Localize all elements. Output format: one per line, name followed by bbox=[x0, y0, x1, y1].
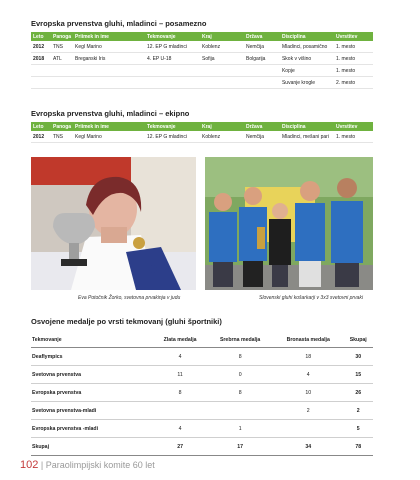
cell-silver: 8 bbox=[207, 384, 273, 402]
table-row bbox=[31, 131, 373, 143]
header-cell: Uvrstitev bbox=[334, 122, 373, 131]
table-row bbox=[31, 65, 373, 77]
cell-grand-total: 78 bbox=[343, 438, 373, 456]
cell-gold-total: 27 bbox=[153, 438, 207, 456]
table-row bbox=[31, 420, 373, 438]
cell-sport: TNS bbox=[51, 41, 73, 53]
cell-competition bbox=[145, 65, 200, 77]
page-footer bbox=[20, 459, 155, 471]
cell-silver: 0 bbox=[207, 366, 273, 384]
cell-country: Bolgarija bbox=[244, 53, 280, 65]
cell-competition: Svetovna prvenstva bbox=[31, 366, 153, 384]
table-team bbox=[31, 122, 373, 143]
cell-country: Nemčija bbox=[244, 41, 280, 53]
header-cell: Leto bbox=[31, 32, 51, 41]
table-row bbox=[31, 348, 373, 366]
header-cell: Priimek in ime bbox=[73, 122, 145, 131]
cell-total: 26 bbox=[343, 384, 373, 402]
cell-silver bbox=[207, 402, 273, 420]
table-row bbox=[31, 41, 373, 53]
cell-gold bbox=[153, 402, 207, 420]
footer-text: Paraolimpijski komite 60 let bbox=[45, 460, 155, 470]
cell-place: Koblenz bbox=[200, 131, 244, 143]
table-individual bbox=[31, 32, 373, 89]
section-title-medals: Osvojene medalje po vrsti tekmovanj (gluhi športniki) bbox=[31, 317, 222, 326]
cell-competition: Svetovna prvenstva-mladi bbox=[31, 402, 153, 420]
header-cell: Leto bbox=[31, 122, 51, 131]
cell-place: Sofija bbox=[200, 53, 244, 65]
cell-silver: 1 bbox=[207, 420, 273, 438]
cell-bronze: 2 bbox=[273, 402, 343, 420]
cell-competition: Evropska prvenstva bbox=[31, 384, 153, 402]
cell-gold: 8 bbox=[153, 384, 207, 402]
cell-year bbox=[31, 77, 51, 89]
cell-rank: 2. mesto bbox=[334, 77, 373, 89]
cell-discipline: Mladinci, posamično bbox=[280, 41, 334, 53]
cell-year: 2012 bbox=[31, 41, 51, 53]
cell-competition: 12. EP G mladinci bbox=[145, 131, 200, 143]
cell-bronze: 18 bbox=[273, 348, 343, 366]
cell-rank: 1. mesto bbox=[334, 131, 373, 143]
cell-year: 2012 bbox=[31, 131, 51, 143]
basketball-team-illustration bbox=[205, 157, 373, 290]
table-header-row bbox=[31, 122, 373, 131]
header-cell: Tekmovanje bbox=[145, 122, 200, 131]
header-cell: Priimek in ime bbox=[73, 32, 145, 41]
header-cell: Disciplina bbox=[280, 32, 334, 41]
header-cell: Kraj bbox=[200, 32, 244, 41]
cell-gold: 4 bbox=[153, 420, 207, 438]
cell-year bbox=[31, 65, 51, 77]
photo-basketball-team bbox=[205, 157, 373, 290]
cell-total-label: Skupaj bbox=[31, 438, 153, 456]
cell-competition: 4. EP U-18 bbox=[145, 53, 200, 65]
cell-rank: 1. mesto bbox=[334, 41, 373, 53]
cell-sport: ATL bbox=[51, 53, 73, 65]
cell-discipline: Skok v višino bbox=[280, 53, 334, 65]
table-header-row bbox=[31, 333, 373, 348]
cell-place: Koblenz bbox=[200, 41, 244, 53]
header-cell: Uvrstitev bbox=[334, 32, 373, 41]
cell-name: Kegl Marino bbox=[73, 131, 145, 143]
cell-rank: 1. mesto bbox=[334, 65, 373, 77]
header-cell: Panoga bbox=[52, 33, 72, 40]
cell-competition: Deaflympics bbox=[31, 348, 153, 366]
table-medals bbox=[31, 333, 373, 456]
table-header-row bbox=[31, 32, 373, 41]
header-cell: Tekmovanje bbox=[31, 333, 153, 348]
section-title-individual: Evropska prvenstva gluhi, mladinci – posamezno bbox=[31, 19, 207, 28]
cell-total: 15 bbox=[343, 366, 373, 384]
footer-separator: | bbox=[40, 460, 46, 470]
cell-name: Kegl Marino bbox=[73, 41, 145, 53]
cell-gold: 11 bbox=[153, 366, 207, 384]
header-cell: Panoga bbox=[52, 123, 72, 130]
header-cell: Disciplina bbox=[280, 122, 334, 131]
header-cell: Zlata medalja bbox=[153, 333, 207, 348]
cell-bronze: 4 bbox=[273, 366, 343, 384]
cell-name: Breganski Iris bbox=[73, 53, 145, 65]
header-cell: Država bbox=[244, 32, 280, 41]
table-row bbox=[31, 384, 373, 402]
cell-silver-total: 17 bbox=[207, 438, 273, 456]
cell-competition bbox=[145, 77, 200, 89]
cell-year: 2018 bbox=[31, 53, 51, 65]
cell-country bbox=[244, 65, 280, 77]
caption-right: Slovenski gluhi košarkarji v 3x3 svetovni prvaki bbox=[259, 295, 363, 301]
table-total-row bbox=[31, 438, 373, 456]
header-cell: Srebrna medalja bbox=[207, 333, 273, 348]
caption-left: Eva Potočnik Žorko, svetovna prvakinja v judu bbox=[78, 295, 181, 301]
cell-country bbox=[244, 77, 280, 89]
judo-athlete-illustration bbox=[31, 157, 196, 290]
cell-place bbox=[200, 65, 244, 77]
cell-total: 5 bbox=[343, 420, 373, 438]
photo-judo-athlete bbox=[31, 157, 196, 290]
table-row bbox=[31, 402, 373, 420]
cell-bronze-total: 34 bbox=[273, 438, 343, 456]
cell-country: Nemčija bbox=[244, 131, 280, 143]
cell-competition: 12. EP G mladinci bbox=[145, 41, 200, 53]
cell-bronze: 10 bbox=[273, 384, 343, 402]
table-row bbox=[31, 366, 373, 384]
header-cell: Skupaj bbox=[343, 333, 373, 348]
page-number: 102 bbox=[20, 459, 39, 471]
cell-sport: TNS bbox=[51, 131, 73, 143]
cell-silver: 8 bbox=[207, 348, 273, 366]
cell-rank: 1. mesto bbox=[334, 53, 373, 65]
header-cell: Kraj bbox=[200, 122, 244, 131]
cell-discipline: Kopje bbox=[280, 65, 334, 77]
table-row bbox=[31, 53, 373, 65]
cell-discipline: Suvanje krogle bbox=[280, 77, 334, 89]
cell-sport bbox=[51, 77, 73, 89]
cell-total: 2 bbox=[343, 402, 373, 420]
cell-discipline: Mladinci, mešani pari bbox=[280, 131, 334, 143]
cell-place bbox=[200, 77, 244, 89]
section-title-team: Evropska prvenstva gluhi, mladinci – ekipno bbox=[31, 109, 190, 118]
header-cell: Tekmovanje bbox=[145, 32, 200, 41]
header-cell: Država bbox=[244, 122, 280, 131]
table-row bbox=[31, 77, 373, 89]
cell-bronze bbox=[273, 420, 343, 438]
cell-sport bbox=[51, 65, 73, 77]
cell-competition: Evropska prvenstva -mladi bbox=[31, 420, 153, 438]
cell-name bbox=[73, 77, 145, 89]
header-cell: Bronasta medalja bbox=[273, 333, 343, 348]
cell-gold: 4 bbox=[153, 348, 207, 366]
cell-total: 30 bbox=[343, 348, 373, 366]
cell-name bbox=[73, 65, 145, 77]
